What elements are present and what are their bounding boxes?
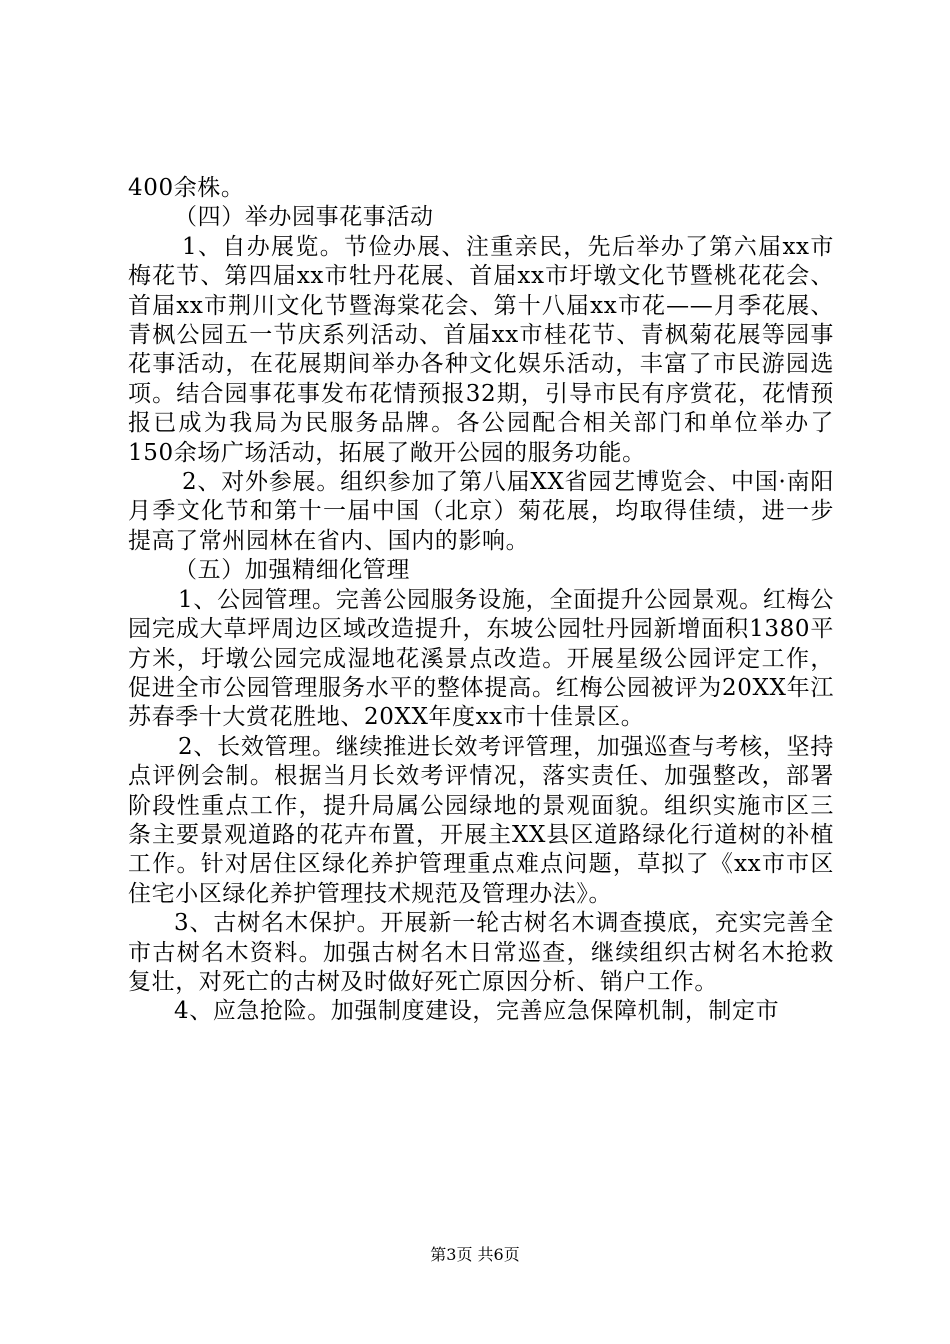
paragraph-ancient-trees: 3、古树名木保护。开展新一轮古树名木调查摸底，充实完善全市古树名木资料。加强古树名木日常巡查，继续组织古树名木抢救复壮，对死亡的古树及时做好死亡原因分析、销户工作。: [128, 910, 834, 995]
paragraph-external-exhibition: 2、对外参展。组织参加了第八届XX省园艺博览会、中国·南阳月季文化节和第十一届中国（北京）菊花展，均取得佳绩，进一步提高了常州园林在省内、国内的影响。: [128, 469, 834, 554]
paragraph-self-exhibition: 1、自办展览。节俭办展、注重亲民，先后举办了第六届xx市梅花节、第四届xx市牡丹花展、首届xx市圩墩文化节暨桃花花会、首届xx市荆川文化节暨海棠花会、第十八届xx市花——月季花展、青枫公园五一节庆系列活动、首届xx市桂花节、青枫菊花展等园事花事活动，在花展期间举办各种文化娱乐活动，丰富了市民游园选项。结合园事花事发布花情预报32期，引导市民有序赏花，花情预报已成为我局为民服务品牌。各公园配合相关部门和单位举办了150余场广场活动，拓展了敞开公园的服务功能。: [128, 233, 834, 466]
paragraph-long-term-management: 2、长效管理。继续推进长效考评管理，加强巡查与考核，坚持点评例会制。根据当月长效考评情况，落实责任、加强整改，部署阶段性重点工作，提升局属公园绿地的景观面貌。组织实施市区三条主要景观道路的花卉布置，开展主XX县区道路绿化行道树的补植工作。针对居住区绿化养护管理重点难点问题，草拟了《xx市市区住宅小区绿化养护管理技术规范及管理办法》。: [128, 733, 834, 907]
document-body: [128, 174, 834, 1027]
paragraph-emergency: 4、应急抢险。加强制度建设，完善应急保障机制，制定市: [174, 998, 780, 1025]
section-heading-five: （五）加强精细化管理: [174, 557, 410, 584]
paragraph-park-management: 1、公园管理。完善公园服务设施，全面提升公园景观。红梅公园完成大草坪周边区域改造提升，东坡公园牡丹园新增面积1380平方米，圩墩公园完成湿地花溪景点改造。开展星级公园评定工作，促进全市公园管理服务水平的整体提高。红梅公园被评为20XX年江苏春季十大赏花胜地、20XX年度xx市十佳景区。: [128, 586, 834, 731]
page-number: 第3页 共6页: [430, 1245, 520, 1264]
paragraph-continuation: 400余株。: [128, 175, 245, 201]
section-heading-four: （四）举办园事花事活动: [174, 204, 434, 231]
